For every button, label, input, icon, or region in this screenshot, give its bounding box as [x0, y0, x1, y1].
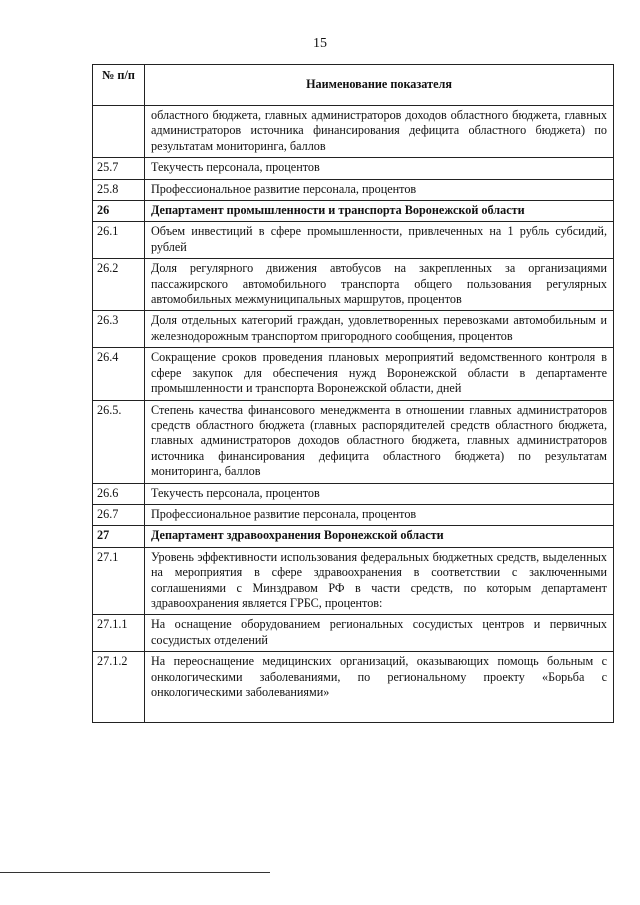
- row-number: 26: [93, 201, 145, 222]
- indicator-table: [92, 64, 614, 723]
- row-number: 25.8: [93, 179, 145, 200]
- row-number: 27: [93, 526, 145, 547]
- row-number: 26.5.: [93, 400, 145, 483]
- row-indicator-name: Департамент промышленности и транспорта Воронежской области: [145, 201, 614, 222]
- table-row: [93, 652, 614, 723]
- table-row: [93, 311, 614, 348]
- header-name: Наименование показателя: [145, 65, 614, 106]
- row-number: 27.1.2: [93, 652, 145, 723]
- row-indicator-name: Степень качества финансового менеджмента в отношении главных администраторов средств областного бюджета (главных распорядителей средств областного бюджета, главных администраторов доходов областного бюджета, главных администраторов источника финансирования дефицита областного бюджета) по результатам мониторинга, баллов: [145, 400, 614, 483]
- row-number: 26.4: [93, 348, 145, 400]
- table-row: [93, 106, 614, 158]
- table-header-row: [93, 65, 614, 106]
- row-number: 25.7: [93, 158, 145, 179]
- table-row: [93, 400, 614, 483]
- row-number: 26.3: [93, 311, 145, 348]
- row-indicator-name: Объем инвестиций в сфере промышленности, привлеченных на 1 рубль субсидий, рублей: [145, 222, 614, 259]
- row-number: 27.1: [93, 547, 145, 615]
- table-row: [93, 222, 614, 259]
- table-row: [93, 158, 614, 179]
- table-body: [93, 106, 614, 723]
- row-indicator-name: Текучесть персонала, процентов: [145, 158, 614, 179]
- table-row: [93, 615, 614, 652]
- row-indicator-name: На оснащение оборудованием региональных сосудистых центров и первичных сосудистых отделений: [145, 615, 614, 652]
- section-row: [93, 526, 614, 547]
- row-number: 26.6: [93, 483, 145, 504]
- table-row: [93, 504, 614, 525]
- section-row: [93, 201, 614, 222]
- row-indicator-name: Профессиональное развитие персонала, процентов: [145, 504, 614, 525]
- page-number: 15: [313, 36, 327, 51]
- table-row: [93, 179, 614, 200]
- row-indicator-name: Департамент здравоохранения Воронежской области: [145, 526, 614, 547]
- row-indicator-name: На переоснащение медицинских организаций, оказывающих помощь больным с онкологическими заболеваниями, по региональному проекту «Борьба с онкологическими заболеваниями»: [145, 652, 614, 723]
- row-indicator-name: Профессиональное развитие персонала, процентов: [145, 179, 614, 200]
- table-row: [93, 348, 614, 400]
- row-indicator-name: Сокращение сроков проведения плановых мероприятий ведомственного контроля в сфере закупок для обеспечения нужд Воронежской области в департаменте промышленности и транспорта Воронежской области, дней: [145, 348, 614, 400]
- row-indicator-name: Текучесть персонала, процентов: [145, 483, 614, 504]
- row-number: 26.7: [93, 504, 145, 525]
- table-row: [93, 259, 614, 311]
- row-number: 27.1.1: [93, 615, 145, 652]
- row-indicator-name: Доля регулярного движения автобусов на закрепленных за организациями пассажирского автомобильного транспорта общего пользования регулярных автомобильных межмуниципальных маршрутов, процентов: [145, 259, 614, 311]
- row-number: 26.2: [93, 259, 145, 311]
- header-num: № п/п: [93, 65, 145, 106]
- row-indicator-name: Доля отдельных категорий граждан, удовлетворенных перевозками автомобильным и железнодорожным транспортом пригородного сообщения, процентов: [145, 311, 614, 348]
- footer-divider: [0, 872, 270, 873]
- row-number: [93, 106, 145, 158]
- row-indicator-name: областного бюджета, главных администраторов доходов областного бюджета, главных администраторов источника финансирования дефицита областного бюджета) по результатам мониторинга, баллов: [145, 106, 614, 158]
- row-number: 26.1: [93, 222, 145, 259]
- table-row: [93, 483, 614, 504]
- table-row: [93, 547, 614, 615]
- row-indicator-name: Уровень эффективности использования федеральных бюджетных средств, выделенных на мероприятия в сфере здравоохранения в соответствии с заключенными соглашениями с Минздравом РФ в части средств, по которым департамент здравоохранения является ГРБС, процентов:: [145, 547, 614, 615]
